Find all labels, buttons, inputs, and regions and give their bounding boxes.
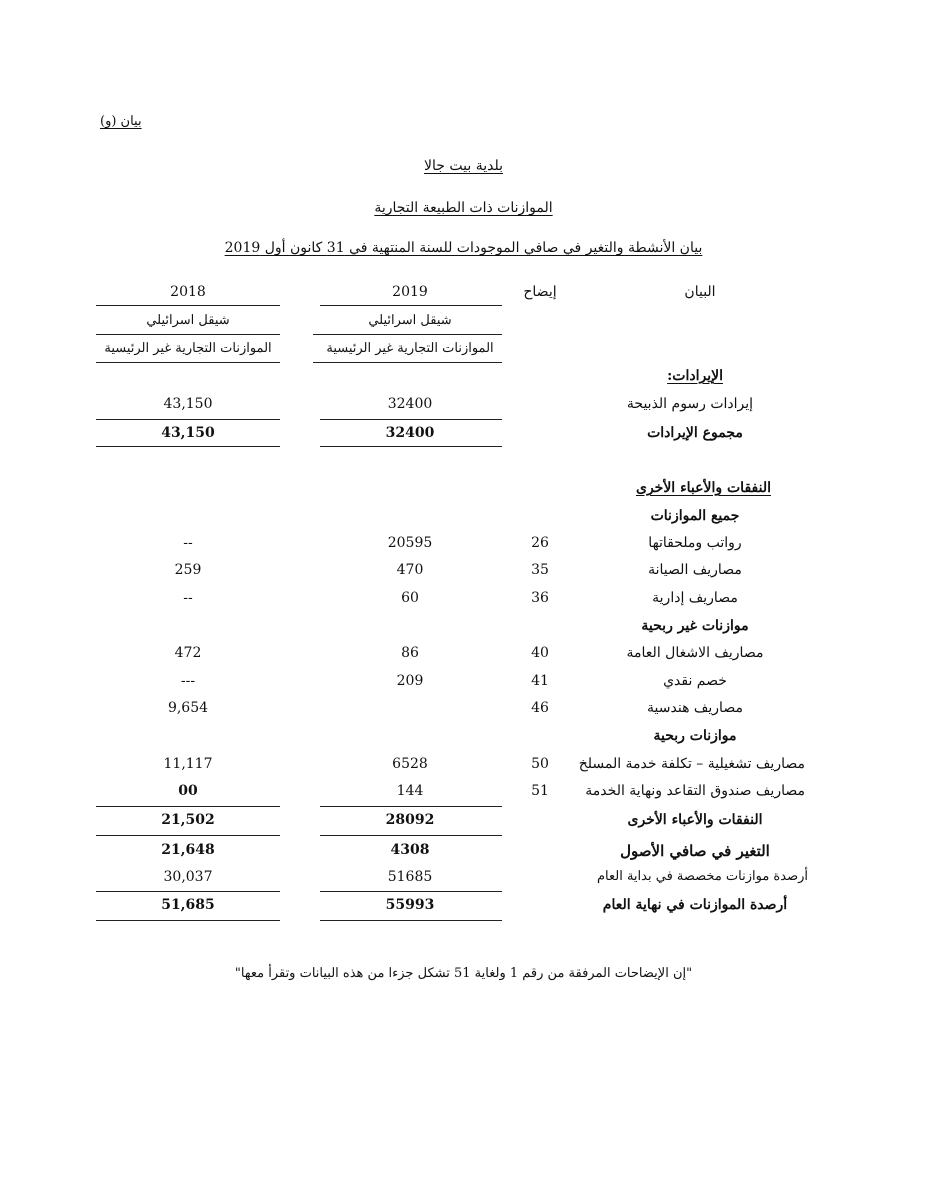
value-2018: --- <box>180 673 196 689</box>
note-ref: 26 <box>531 535 549 551</box>
divider <box>96 920 280 921</box>
note-ref: 40 <box>531 645 549 661</box>
value-2018: 472 <box>174 645 202 661</box>
row-label: إيرادات رسوم الذبيحة <box>626 396 754 412</box>
row-label: رواتب وملحقاتها <box>648 535 742 551</box>
row-label: مصاريف الصيانة <box>648 562 742 578</box>
currency-2019: شيقل اسرائيلي <box>368 313 452 328</box>
divider <box>313 334 502 335</box>
value-2018: 51,685 <box>161 897 215 913</box>
value-2018: 259 <box>174 562 202 578</box>
value-2018: -- <box>183 590 193 606</box>
value-2019: 28092 <box>385 812 435 828</box>
table-row <box>0 700 927 726</box>
divider <box>96 362 280 363</box>
value-2019: 6528 <box>392 756 428 772</box>
value-2019: 55993 <box>385 897 435 913</box>
value-2018: 30,037 <box>163 869 213 885</box>
group-heading-all-budgets <box>0 508 927 534</box>
divider <box>96 835 280 836</box>
row-label: مجموع الإيرادات <box>647 425 743 441</box>
footer-note: "إن الإيضاحات المرفقة من رقم 1 ولغاية 51 تشكل جزءا من هذه البيانات وتقرأ معها" <box>234 966 693 981</box>
value-2019: 86 <box>401 645 419 661</box>
divider <box>320 305 502 306</box>
group-label: جميع الموازنات <box>650 508 740 524</box>
divider <box>320 835 502 836</box>
municipality-name: بلدية بيت جالا <box>424 158 503 174</box>
note-ref: 36 <box>531 590 549 606</box>
table-row <box>0 645 927 671</box>
value-2019: 470 <box>396 562 424 578</box>
divider <box>96 305 280 306</box>
divider <box>320 446 502 447</box>
value-2018: 43,150 <box>161 425 215 441</box>
header-year-2019: 2019 <box>392 284 428 300</box>
group-heading-non-profit <box>0 618 927 644</box>
fund-2018: الموازنات التجارية غير الرئيسية <box>104 341 272 356</box>
value-2018: 21,648 <box>161 842 215 858</box>
header-year-2018: 2018 <box>170 284 206 300</box>
value-2019: 20595 <box>387 535 433 551</box>
value-2019: 32400 <box>385 425 435 441</box>
note-ref: 41 <box>531 673 549 689</box>
value-2019: 144 <box>396 783 424 799</box>
row-label: مصاريف الاشغال العامة <box>626 645 764 661</box>
divider <box>320 920 502 921</box>
value-2019: 60 <box>401 590 419 606</box>
row-label: النفقات والأعباء الأخرى <box>627 812 763 828</box>
section-label: الإيرادات: <box>667 368 723 384</box>
value-2018: 9,654 <box>167 700 209 716</box>
row-label: أرصدة موازنات مخصصة في بداية العام <box>596 869 808 884</box>
row-label: مصاريف صندوق التقاعد ونهاية الخدمة <box>585 783 805 799</box>
table-row <box>0 673 927 699</box>
expense-section-heading <box>0 480 927 506</box>
row-label: مصاريف هندسية <box>647 700 743 716</box>
note-ref: 50 <box>531 756 549 772</box>
divider <box>313 362 502 363</box>
fund-2019: الموازنات التجارية غير الرئيسية <box>326 341 494 356</box>
group-heading-profit <box>0 728 927 754</box>
note-ref: 35 <box>531 562 549 578</box>
statement-tag: بيان (و) <box>100 114 142 129</box>
row-label: مصاريف إدارية <box>652 590 738 606</box>
row-label: التغير في صافي الأصول <box>620 842 770 860</box>
section-label: النفقات والأعباء الأخرى <box>635 480 771 496</box>
value-2018: 11,117 <box>163 756 213 772</box>
value-2018: -- <box>183 535 193 551</box>
divider <box>320 891 502 892</box>
divider <box>96 334 280 335</box>
divider <box>96 891 280 892</box>
value-2019: 4308 <box>390 842 430 858</box>
group-label: موازنات ربحية <box>653 728 737 744</box>
divider <box>96 446 280 447</box>
value-2018: 00 <box>178 783 198 799</box>
table-row <box>0 590 927 616</box>
row-label: خصم نقدي <box>663 673 727 689</box>
group-label: موازنات غير ربحية <box>641 618 749 634</box>
table-row <box>0 535 927 561</box>
divider <box>320 806 502 807</box>
header-description: البيان <box>684 284 716 300</box>
table-row <box>0 756 927 782</box>
row-label: مصاريف تشغيلية – تكلفة خدمة المسلخ <box>578 756 805 772</box>
table-row <box>0 562 927 588</box>
value-2019: 32400 <box>387 396 433 412</box>
divider <box>320 419 502 420</box>
note-ref: 46 <box>531 700 549 716</box>
note-ref: 51 <box>531 783 549 799</box>
header-note: إيضاح <box>523 284 557 300</box>
revenue-total-row <box>0 425 927 451</box>
divider <box>96 419 280 420</box>
net-change-row <box>0 842 927 868</box>
value-2019: 209 <box>396 673 424 689</box>
statement-title: بيان الأنشطة والتغير في صافي الموجودات للسنة المنتهية في 31 كانون أول 2019 <box>224 240 703 256</box>
currency-2018: شيقل اسرائيلي <box>146 313 230 328</box>
document-subtitle: الموازنات ذات الطبيعة التجارية <box>374 200 553 216</box>
value-2018: 43,150 <box>163 396 213 412</box>
revenue-section-heading <box>0 368 927 394</box>
divider <box>96 806 280 807</box>
value-2019: 51685 <box>387 869 433 885</box>
row-label: أرصدة الموازنات في نهاية العام <box>602 897 788 913</box>
value-2018: 21,502 <box>161 812 215 828</box>
